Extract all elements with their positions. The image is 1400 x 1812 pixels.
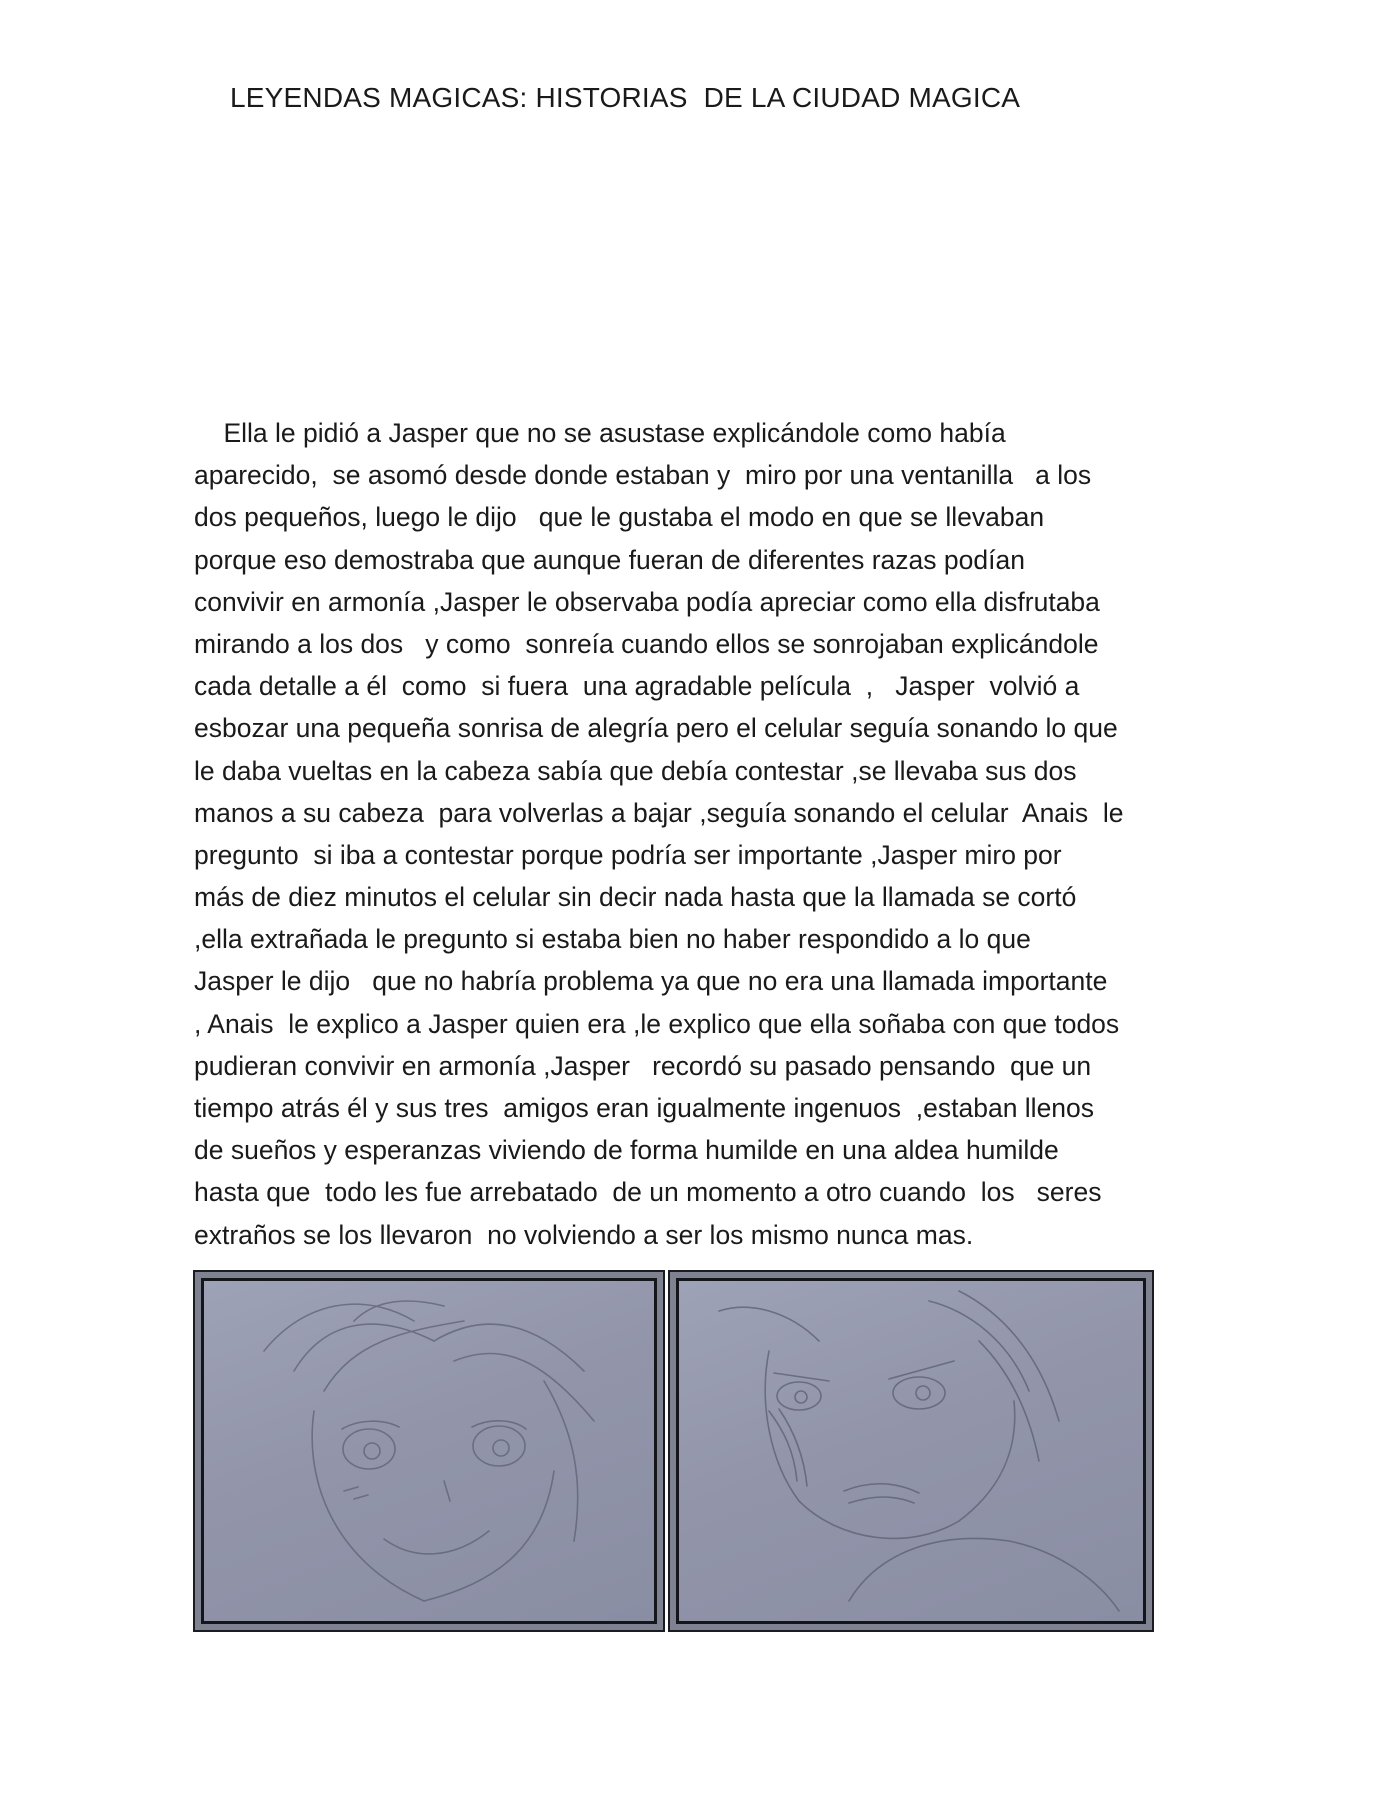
- paragraph-line: cada detalle a él como si fuera una agradable película , Jasper volvió a: [194, 671, 1080, 702]
- sketch-figure-right: [668, 1270, 1154, 1632]
- paragraph-line: ,ella extrañada le pregunto si estaba bien no haber respondido a lo que: [194, 924, 1031, 955]
- paragraph-line: le daba vueltas en la cabeza sabía que debía contestar ,se llevaba sus dos: [194, 755, 1077, 786]
- sketch-image-smiling-face: [201, 1278, 657, 1624]
- paragraph-line: Ella le pidió a Jasper que no se asustase explicándole como había: [194, 418, 1006, 448]
- paragraph-line: pudieran convivir en armonía ,Jasper recordó su pasado pensando que un: [194, 1050, 1092, 1081]
- paragraph-line: esbozar una pequeña sonrisa de alegría pero el celular seguía sonando lo que: [194, 713, 1118, 744]
- paragraph-line: , Anais le explico a Jasper quien era ,le explico que ella soñaba con que todos: [194, 1008, 1120, 1039]
- paragraph-line: más de diez minutos el celular sin decir nada hasta que la llamada se cortó: [194, 882, 1077, 913]
- face-sketch-icon: [204, 1281, 654, 1621]
- page-title: LEYENDAS MAGICAS: HISTORIAS DE LA CIUDAD MAGICA: [230, 82, 1021, 113]
- paragraph-line: mirando a los dos y como sonreía cuando ellos se sonrojaban explicándole: [194, 628, 1099, 659]
- story-paragraph: [194, 412, 1214, 1256]
- paragraph-line: dos pequeños, luego le dijo que le gustaba el modo en que se llevaban: [194, 502, 1045, 533]
- paragraph-line: porque eso demostraba que aunque fueran de diferentes razas podían: [194, 544, 1025, 575]
- paragraph-line: de sueños y esperanzas viviendo de forma humilde en una aldea humilde: [194, 1135, 1059, 1166]
- paragraph-line: tiempo atrás él y sus tres amigos eran igualmente ingenuos ,estaban llenos: [194, 1093, 1095, 1123]
- face-sketch-icon: [679, 1281, 1143, 1621]
- paragraph-line: aparecido, se asomó desde donde estaban y miro por una ventanilla a los: [194, 460, 1092, 491]
- sketch-figure-left: [193, 1270, 665, 1632]
- sketch-image-angry-face: [676, 1278, 1146, 1624]
- paragraph-line: pregunto si iba a contestar porque podría ser importante ,Jasper miro por: [194, 839, 1062, 870]
- paragraph-line: Jasper le dijo que no habría problema ya que no era una llamada importante: [194, 966, 1108, 997]
- paragraph-line: hasta que todo les fue arrebatado de un momento a otro cuando los seres: [194, 1177, 1102, 1208]
- paragraph-line: manos a su cabeza para volverlas a bajar ,seguía sonando el celular Anais le: [194, 797, 1124, 828]
- paragraph-line: extraños se los llevaron no volviendo a ser los mismo nunca mas.: [194, 1219, 974, 1250]
- paragraph-line: convivir en armonía ,Jasper le observaba podía apreciar como ella disfrutaba: [194, 586, 1100, 617]
